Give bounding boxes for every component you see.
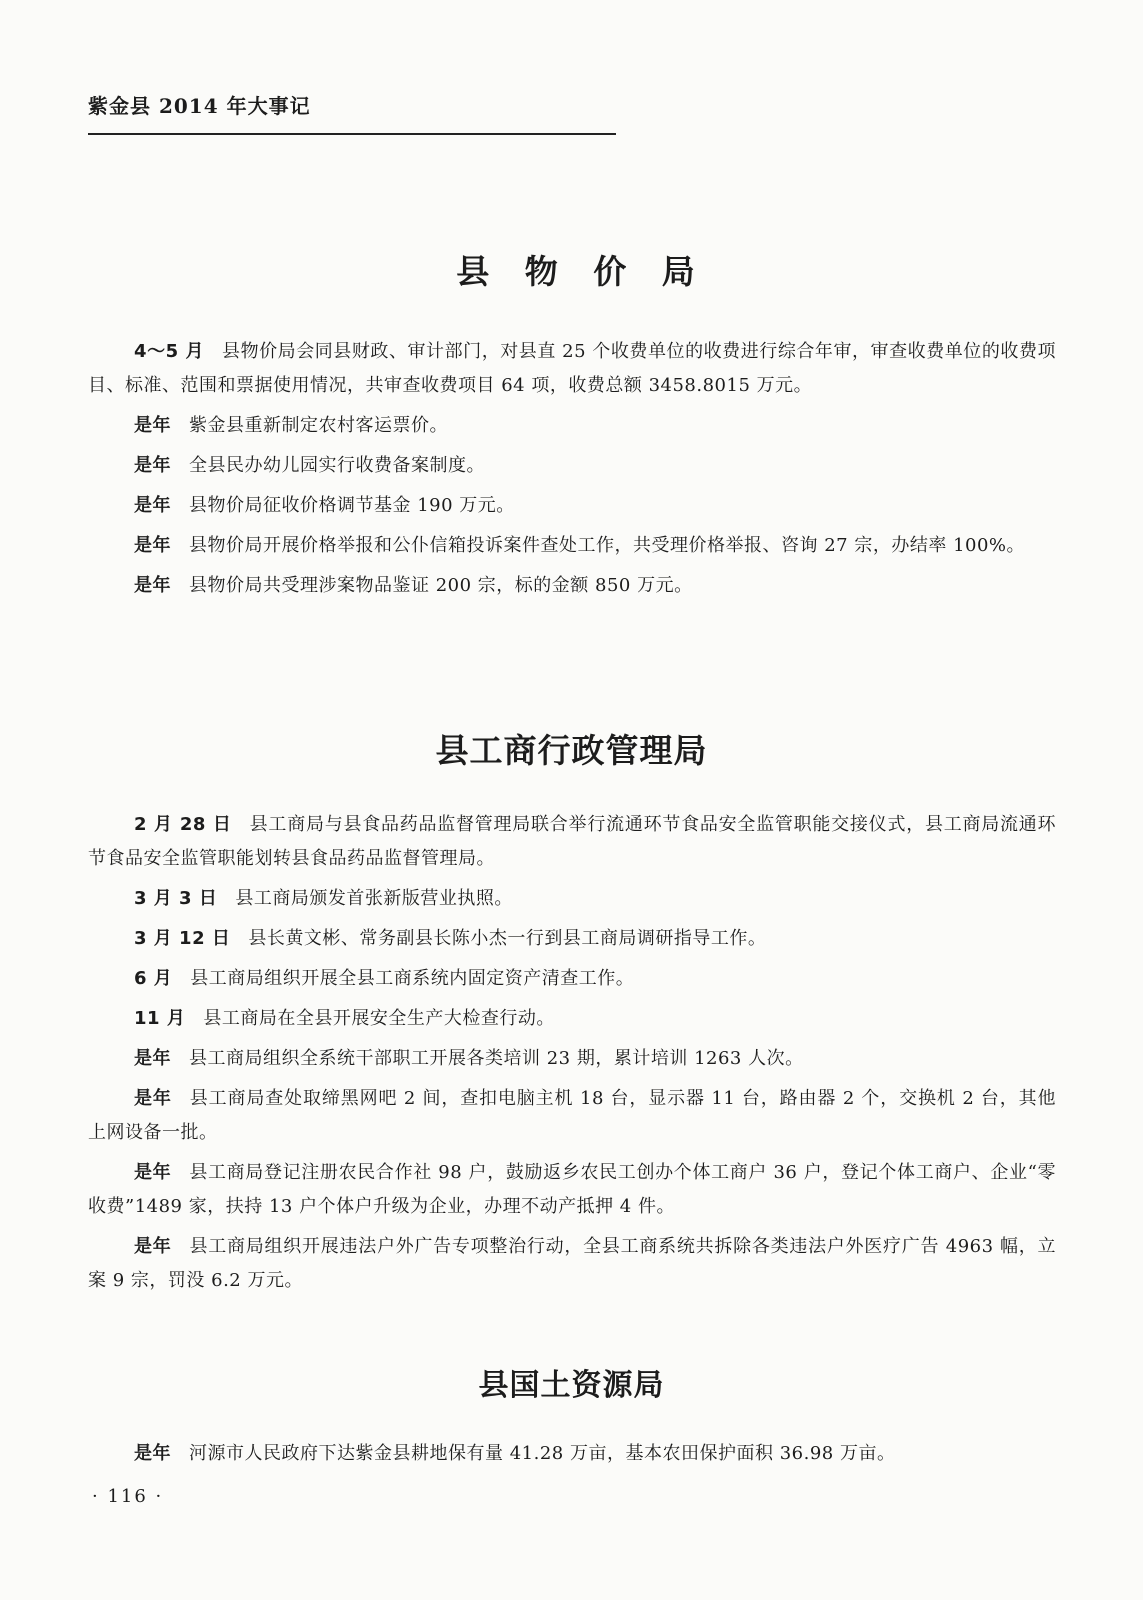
entry bbox=[88, 1437, 1056, 1471]
entry-date: 11 月 bbox=[134, 1008, 186, 1029]
page-number: · 116 · bbox=[92, 1486, 164, 1507]
entry-text: 县工商局组织开展违法户外广告专项整治行动，全县工商系统共拆除各类违法户外医疗广告 4963 幅，立案 9 宗，罚没 6.2 万元。 bbox=[88, 1236, 1057, 1291]
entry-date: 4～5 月 bbox=[134, 341, 205, 362]
entry-date: 是年 bbox=[134, 1048, 171, 1069]
running-head: 紫金县 2014 年大事记 bbox=[88, 94, 311, 118]
entry bbox=[88, 808, 1056, 876]
entry bbox=[88, 335, 1056, 403]
entry bbox=[88, 1002, 1056, 1036]
entry-text: 县物价局共受理涉案物品鉴证 200 宗，标的金额 850 万元。 bbox=[189, 575, 693, 596]
entry bbox=[88, 529, 1056, 563]
entry-text: 县工商局与县食品药品监督管理局联合举行流通环节食品安全监管职能交接仪式，县工商局流通环节食品安全监管职能划转县食品药品监督管理局。 bbox=[88, 814, 1057, 869]
entry-date: 是年 bbox=[134, 575, 171, 596]
entry bbox=[88, 1156, 1056, 1224]
entry bbox=[88, 449, 1056, 483]
entry-text: 县长黄文彬、常务副县长陈小杰一行到县工商局调研指导工作。 bbox=[248, 928, 767, 949]
entry-date: 2 月 28 日 bbox=[134, 814, 232, 835]
entry-text: 紫金县重新制定农村客运票价。 bbox=[189, 415, 448, 436]
entry-date: 是年 bbox=[134, 495, 171, 516]
entry-text: 县工商局在全县开展安全生产大检查行动。 bbox=[203, 1008, 555, 1029]
entry bbox=[88, 1082, 1056, 1150]
entry bbox=[88, 569, 1056, 603]
entry-date: 是年 bbox=[134, 1088, 172, 1109]
entry-date: 是年 bbox=[134, 1236, 172, 1257]
header-rule bbox=[88, 133, 616, 135]
entry-text: 县物价局征收价格调节基金 190 万元。 bbox=[189, 495, 515, 516]
entry-text: 县工商局组织开展全县工商系统内固定资产清查工作。 bbox=[190, 968, 635, 989]
entry bbox=[88, 922, 1056, 956]
entry-text: 县工商局颁发首张新版营业执照。 bbox=[235, 888, 513, 909]
entry-date: 是年 bbox=[134, 455, 171, 476]
entry bbox=[88, 1230, 1056, 1298]
entry-date: 6 月 bbox=[134, 968, 173, 989]
entry bbox=[88, 409, 1056, 443]
entry bbox=[88, 489, 1056, 523]
section-entries-industry-commerce-bureau bbox=[88, 808, 1056, 1304]
entry-text: 河源市人民政府下达紫金县耕地保有量 41.28 万亩，基本农田保护面积 36.98 万亩。 bbox=[189, 1443, 896, 1464]
entry-date: 是年 bbox=[134, 1162, 172, 1183]
entry-text: 县物价局会同县财政、审计部门，对县直 25 个收费单位的收费进行综合年审，审查收费单位的收费项目、标准、范围和票据使用情况，共审查收费项目 64 项，收费总额 3458.8015 万元。 bbox=[88, 341, 1056, 396]
entry-text: 县工商局组织全系统干部职工开展各类培训 23 期，累计培训 1263 人次。 bbox=[189, 1048, 804, 1069]
section-entries-price-bureau bbox=[88, 335, 1056, 609]
entry-text: 县工商局查处取缔黑网吧 2 间，查扣电脑主机 18 台，显示器 11 台，路由器 2 个，交换机 2 台，其他上网设备一批。 bbox=[88, 1088, 1056, 1143]
entry-date: 是年 bbox=[134, 1443, 171, 1464]
entry-date: 3 月 3 日 bbox=[134, 888, 218, 909]
entry bbox=[88, 1042, 1056, 1076]
entry-date: 是年 bbox=[134, 535, 171, 556]
entry-text: 县工商局登记注册农民合作社 98 户，鼓励返乡农民工创办个体工商户 36 户，登记个体工商户、企业“零收费”1489 家，扶持 13 户个体户升级为企业，办理不动产抵押 4 件。 bbox=[88, 1162, 1056, 1217]
section-title-land-resources-bureau: 县国土资源局 bbox=[478, 1368, 665, 1403]
entry-text: 全县民办幼儿园实行收费备案制度。 bbox=[189, 455, 485, 476]
entry-date: 3 月 12 日 bbox=[134, 928, 231, 949]
section-entries-land-resources-bureau bbox=[88, 1437, 1056, 1477]
entry-date: 是年 bbox=[134, 415, 171, 436]
entry bbox=[88, 882, 1056, 916]
entry-text: 县物价局开展价格举报和公仆信箱投诉案件查处工作，共受理价格举报、咨询 27 宗，办结率 100%。 bbox=[189, 535, 1026, 556]
section-title-price-bureau: 县 物 价 局 bbox=[456, 252, 707, 291]
entry bbox=[88, 962, 1056, 996]
section-title-industry-commerce-bureau: 县工商行政管理局 bbox=[435, 731, 708, 770]
